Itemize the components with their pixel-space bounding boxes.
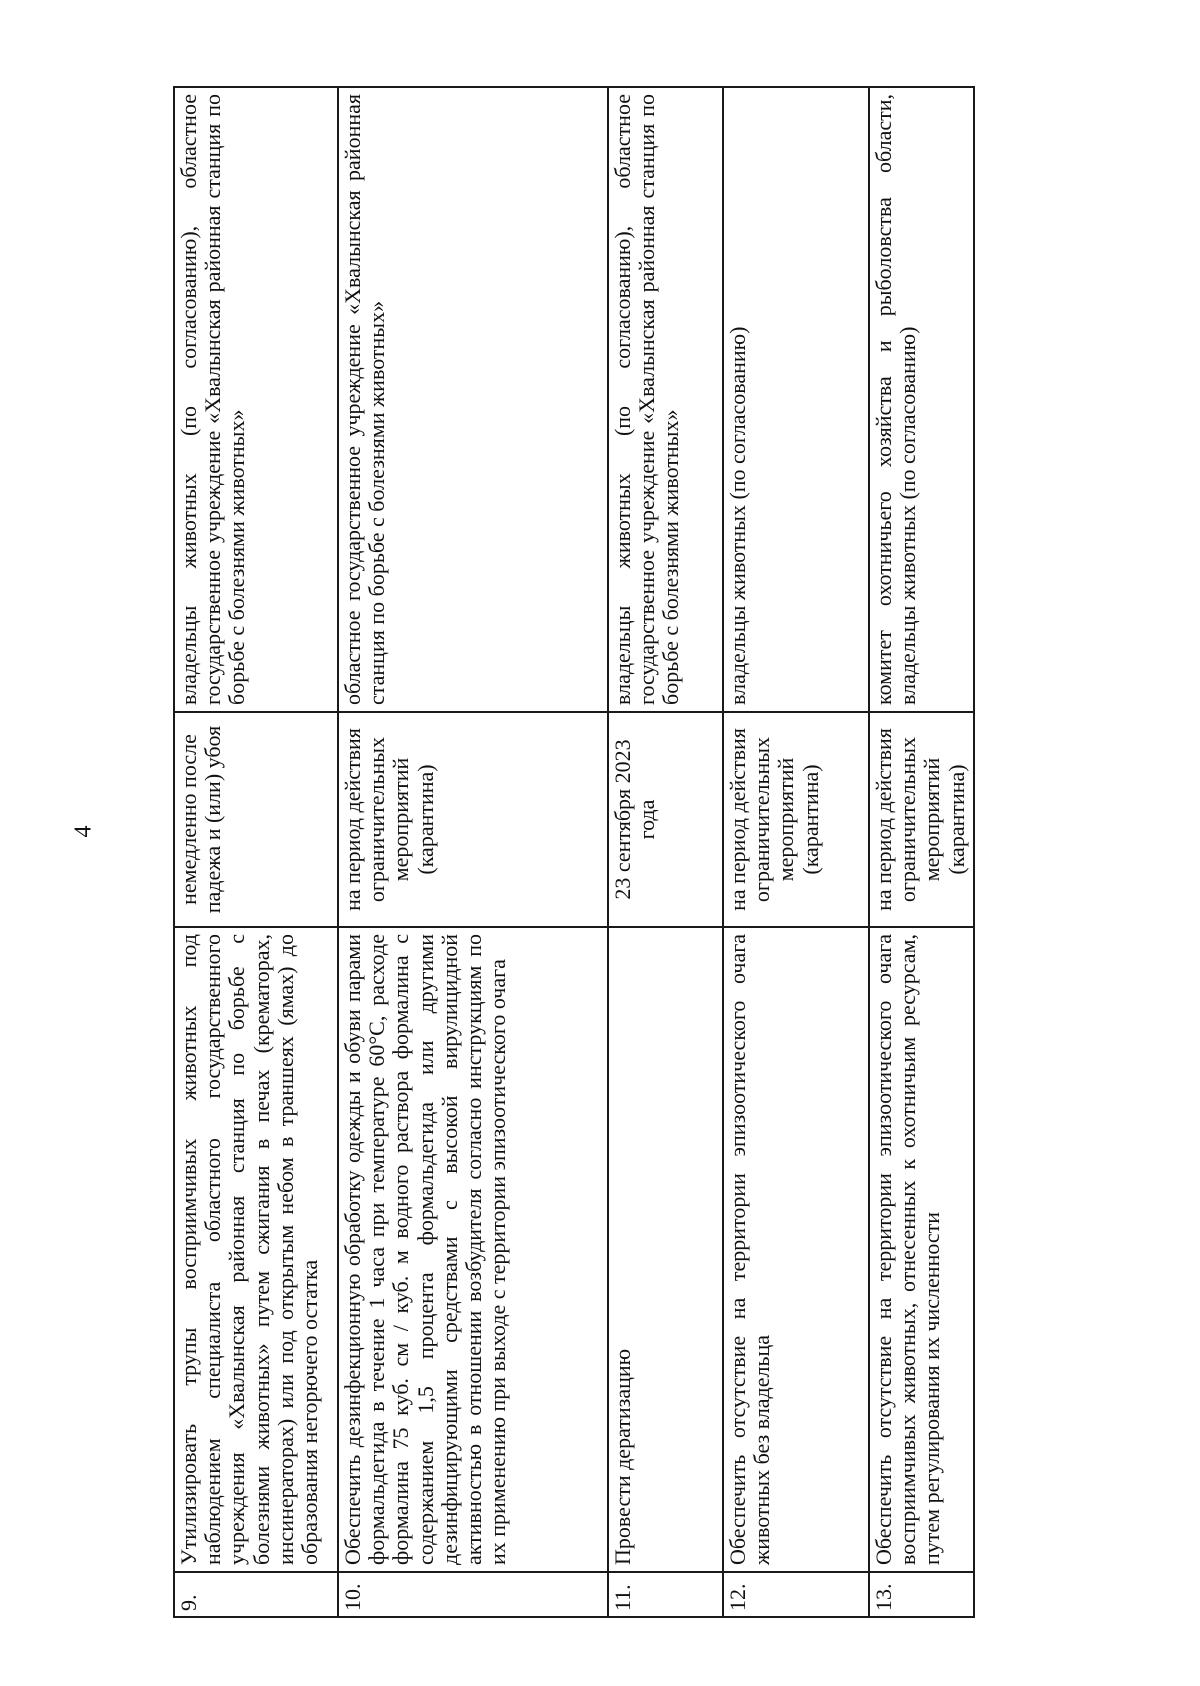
row-number: 10. [338, 1572, 608, 1617]
table-row [723, 87, 869, 1617]
responsible-cell: областное государственное учреждение «Хвалынская районная станция по борьбе с болезнями животных» [338, 87, 608, 712]
measures-table [173, 86, 975, 1618]
table-row [338, 87, 608, 1617]
action-cell: Обеспечить дезинфекционную обработку одежды и обуви парами формальдегида в течение 1 часа при температуре 60°С, расходе формалина 75 куб. см / куб. м водного раствора формалина с содержанием 1,5 процента формальдегида или другими дезинфицирующими средствами с высокой вирулицидной активностью в отношении возбудителя согласно инструкциям по их применению при выходе с территории эпизоотического очага [338, 927, 608, 1572]
responsible-cell: владельцы животных (по согласованию), областное государственное учреждение «Хвалынская районная станция по борьбе с болезнями животных» [174, 87, 338, 712]
term-cell: немедленно после падежа и (или) убоя [174, 712, 338, 927]
row-number: 11. [608, 1572, 723, 1617]
term-cell: 23 сентября 2023 года [608, 712, 723, 927]
measures-table-wrapper [173, 88, 973, 1618]
action-cell: Обеспечить отсутствие на территории эпизоотического очага восприимчивых животных, отнесенных к охотничьим ресурсам, путем регулирования их численности [869, 927, 974, 1572]
responsible-cell: комитет охотничьего хозяйства и рыболовства области, владельцы животных (по согласованию) [869, 87, 974, 712]
action-cell: Утилизировать трупы восприимчивых животных под наблюдением специалиста областного государственного учреждения «Хвалынская районная станция по борьбе с болезнями животных» путем сжигания в печах (крематорах, инсинераторах) или под открытым небом в траншеях (ямах) до образования негорючего остатка [174, 927, 338, 1572]
page-number: 4 [70, 825, 97, 838]
term-cell: на период действия ограничительных мероприятий (карантина) [338, 712, 608, 927]
table-row [174, 87, 338, 1617]
term-cell: на период действия ограничительных мероприятий (карантина) [723, 712, 869, 927]
table-row [608, 87, 723, 1617]
row-number: 12. [723, 1572, 869, 1617]
responsible-cell: владельцы животных (по согласованию), областное государственное учреждение «Хвалынская районная станция по борьбе с болезнями животных» [608, 87, 723, 712]
term-cell: на период действия ограничительных мероприятий (карантина) [869, 712, 974, 927]
responsible-cell: владельцы животных (по согласованию) [723, 87, 869, 712]
row-number: 9. [174, 1572, 338, 1617]
action-cell: Обеспечить отсутствие на территории эпизоотического очага животных без владельца [723, 927, 869, 1572]
action-cell: Провести дератизацию [608, 927, 723, 1572]
row-number: 13. [869, 1572, 974, 1617]
table-row [869, 87, 974, 1617]
